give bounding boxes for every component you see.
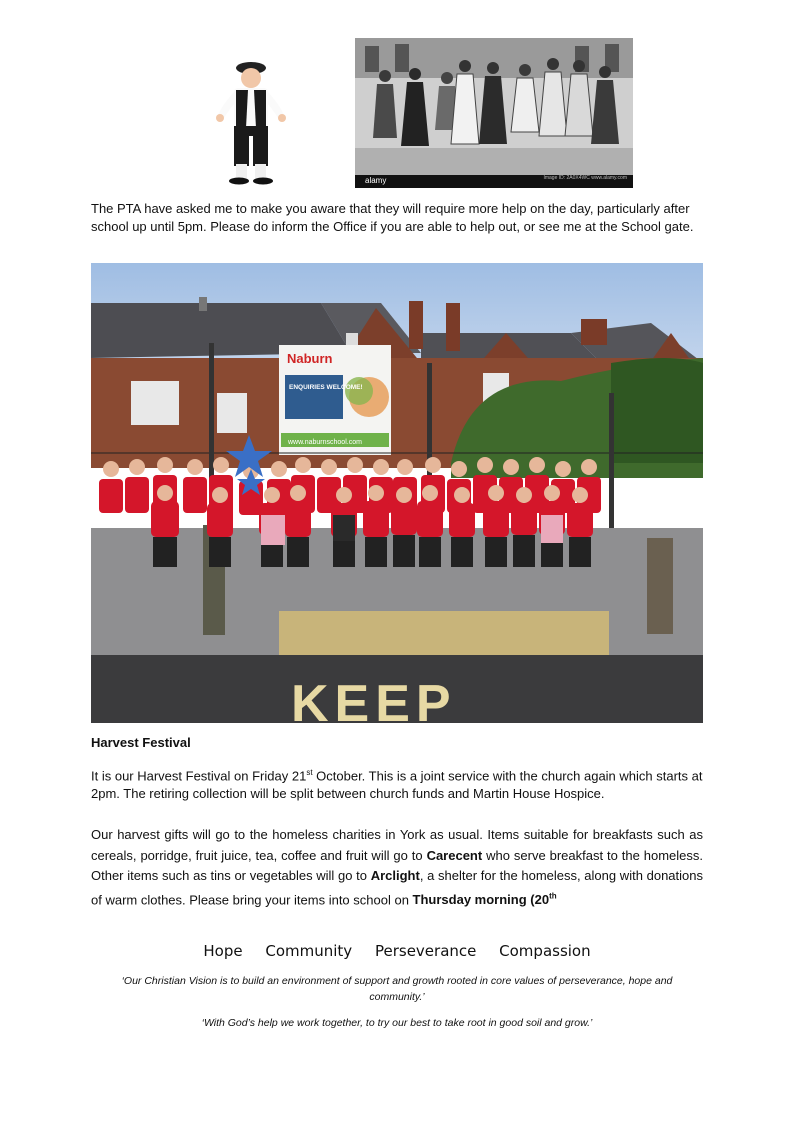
victorian-engraving-image <box>355 38 633 188</box>
christian-vision: ‘Our Christian Vision is to build an environment of support and growth rooted in core values of perseverance, hope and community.’ <box>121 975 673 1003</box>
road-marking: KEEP <box>291 675 457 723</box>
harvest-intro-paragraph: It is our Harvest Festival on Friday 21st October. This is a joint service with the church again which starts at 2pm. The retiring collection will be split between church funds and Martin House Hospice. <box>91 768 703 802</box>
harvest-festival-heading: Harvest Festival <box>91 735 191 750</box>
arclight-charity: Arclight <box>370 868 420 883</box>
photo-caption: Image ID: 2A0X4WC www.alamy.com <box>543 175 627 181</box>
sign-school-name: Naburn <box>287 351 333 366</box>
school-motto: ‘With God’s help we work together, to try our best to take root in good soil and grow.’ <box>201 1017 593 1029</box>
sign-enquiries: ENQUIRIES WELCOME! <box>289 384 363 391</box>
core-values <box>0 942 794 960</box>
costume-boy-image <box>210 58 290 188</box>
alamy-watermark: alamy <box>365 176 387 185</box>
value-compassion: Compassion <box>499 942 591 960</box>
pta-notice: The PTA have asked me to make you aware that they will require more help on the day, particularly after school up until 5pm. Please do inform the Office if you are able to help out, or see me at the School gate. <box>91 201 694 234</box>
school-children-photo <box>91 263 703 723</box>
harvest-gifts-paragraph: Our harvest gifts will go to the homeless charities in York as usual. Items suitable for breakfasts such as cereals, porridge, fruit juice, tea, coffee and fruit will go to Carecent who serve breakfast to the homeless. Other items such as tins or vegetables will go to Arclight, a shelter for the homeless, along with donations of warm clothes. Please bring your items into school on Thursday morning (20th <box>91 827 703 907</box>
value-community: Community <box>265 942 353 960</box>
value-perseverance: Perseverance <box>374 942 477 960</box>
thursday-morning: Thursday morning (20th <box>412 891 557 907</box>
carecent-charity: Carecent <box>426 847 483 863</box>
value-hope: Hope <box>203 942 243 960</box>
sign-url: www.naburnschool.com <box>288 439 362 446</box>
